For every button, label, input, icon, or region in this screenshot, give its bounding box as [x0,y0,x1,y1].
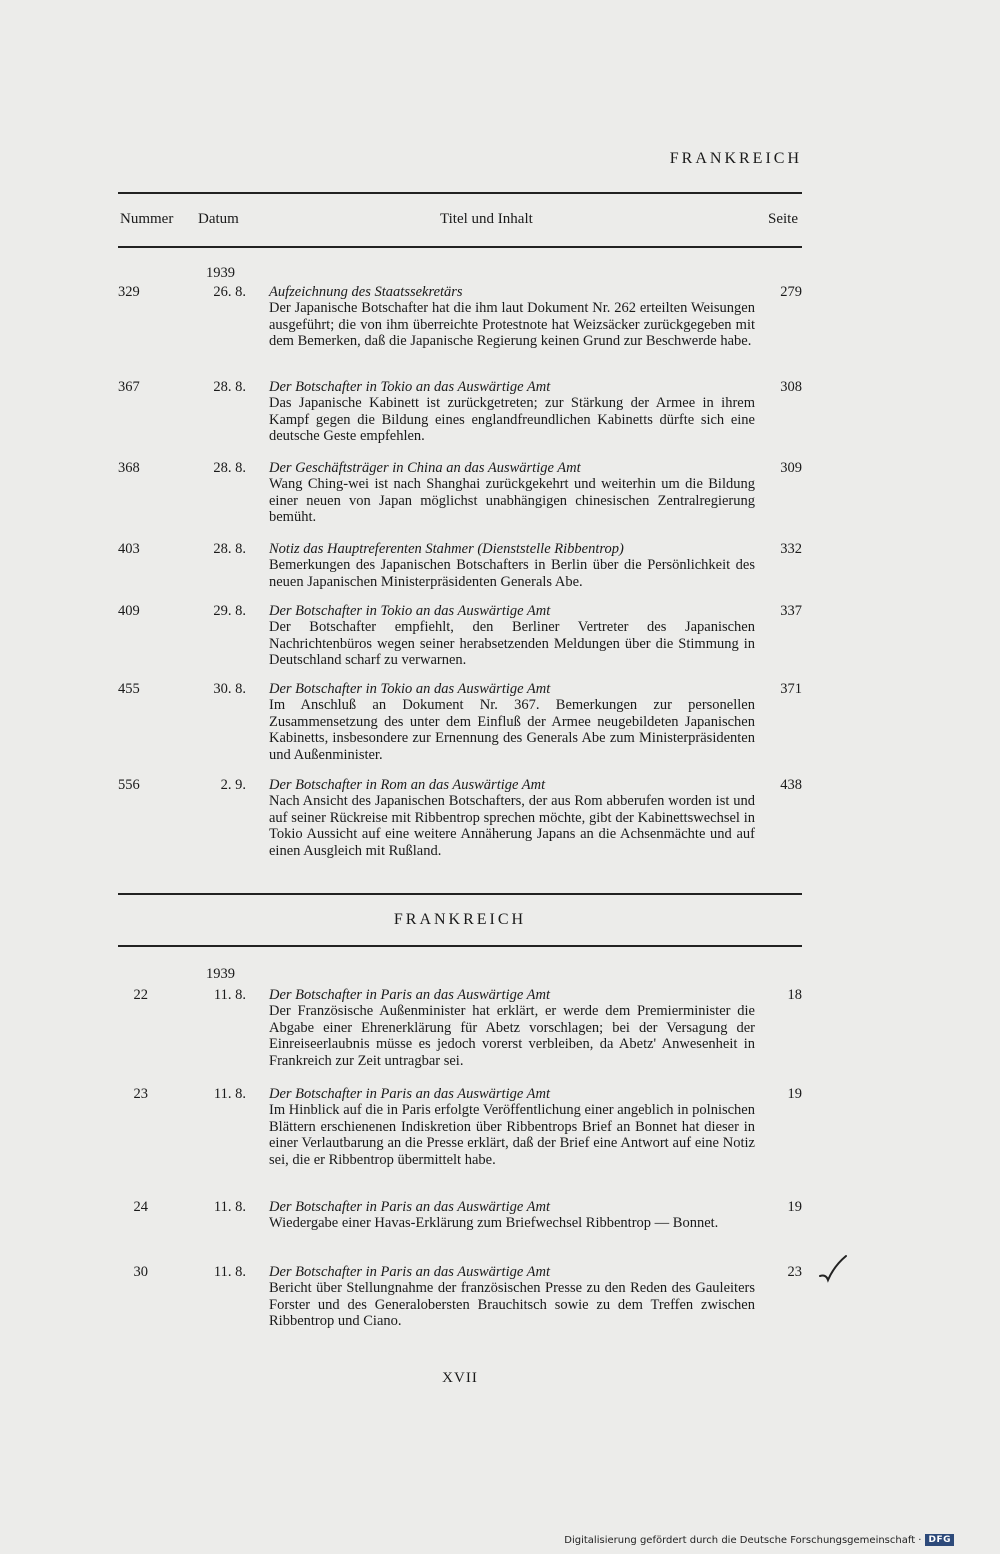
entry-number: 368 [118,460,140,476]
entry-page: 18 [787,987,802,1003]
page-folio: XVII [442,1370,478,1386]
entry-number: 455 [118,681,140,697]
entry-date: 2. 9. [220,777,246,793]
entry-page: 19 [787,1199,802,1215]
year-label: 1939 [206,966,235,982]
running-head: FRANKREICH [669,150,802,167]
section-rule-top [118,893,802,895]
entry-body [269,460,755,526]
entry-text: Der Botschafter empfiehlt, den Berliner Vertreter des Japanischen Nachrichtenbüros wegen seiner herabsetzenden Meldungen über die Stimmung in Deutschland scharf zu verwarnen. [269,619,755,669]
column-header-date: Datum [198,211,239,227]
entry-text: Der Japanische Botschafter hat die ihm laut Dokument Nr. 262 erteilten Weisungen ausgeführt; die von ihm überreichte Protestnote hat Weizsäcker zurückgegeben mit dem Bemerken, daß die Japanische Regierung keinen Grund zur Beschwerde habe. [269,300,755,350]
handwritten-check-mark-icon [818,1254,848,1284]
entry-title: Der Botschafter in Paris an das Auswärtige Amt [269,987,551,1003]
dfg-logo-icon: DFG [925,1534,954,1546]
entry-page: 23 [787,1264,802,1280]
column-header-page: Seite [768,211,798,227]
entry-number: 329 [118,284,140,300]
entry-title: Notiz das Hauptreferenten Stahmer (Dienststelle Ribbentrop) [269,541,624,557]
entry-page: 279 [780,284,802,300]
entry-body [269,777,755,859]
entry-date: 28. 8. [213,541,246,557]
entry-date: 29. 8. [213,603,246,619]
entry-text: Das Japanische Kabinett ist zurückgetreten; zur Stärkung der Armee in ihrem Kampf gegen die Bildung eines englandfreundlichen Kabinetts dürfte sich eine deutsche Geste empfehlen. [269,395,755,445]
entry-date: 26. 8. [213,284,246,300]
entry-body [269,681,755,763]
entry-text: Wiedergabe einer Havas-Erklärung zum Briefwechsel Ribbentrop — Bonnet. [269,1215,719,1232]
footer-text: Digitalisierung gefördert durch die Deutsche Forschungsgemeinschaft · [564,1534,922,1546]
entry-page: 371 [780,681,802,697]
entry-page: 308 [780,379,802,395]
entry-number: 403 [118,541,140,557]
entry-date: 11. 8. [213,1264,246,1280]
entry-page: 438 [780,777,802,793]
entry-text: Nach Ansicht des Japanischen Botschafters, der aus Rom abberufen worden ist und auf seiner Rückreise mit Ribbentrop sprechen möchte, gibt der Kabinettswechsel in Tokio Aussicht auf eine weitere Annäherung Japans an die Achsenmächte und auf einen Ausgleich mit Rußland. [269,793,755,859]
entry-body [269,603,755,669]
year-label: 1939 [206,265,235,281]
entry-number: 367 [118,379,140,395]
entry-number: 22 [133,987,148,1003]
column-header-title: Titel und Inhalt [440,211,533,227]
entry-title: Der Botschafter in Tokio an das Auswärtige Amt [269,379,551,395]
entry-title: Aufzeichnung des Staatssekretärs [269,284,463,300]
header-rule-top [118,192,802,194]
entry-title: Der Geschäftsträger in China an das Auswärtige Amt [269,460,581,476]
entry-body [269,541,755,590]
entry-title: Der Botschafter in Paris an das Auswärtige Amt [269,1264,551,1280]
entry-text: Wang Ching-wei ist nach Shanghai zurückgekehrt und weiterhin um die Bildung einer neuen von Japan möglichst unabhängigen chinesischen Zentralregierung bemüht. [269,476,755,526]
entry-text: Bericht über Stellungnahme der französischen Presse zu den Reden des Gauleiters Forster und des Generalobersten Brauchitsch sowie zu dem Treffen zwischen Ribbentrop und Ciano. [269,1280,755,1330]
entry-body [269,987,755,1069]
entry-page: 309 [780,460,802,476]
entry-text: Der Französische Außenminister hat erklärt, er werde dem Premierminister die Abgabe einer Ehrenerklärung für Abetz vorschlagen; bei der Versagung der Einreiseerlaubnis müsse es jedoch vorerst verbleiben, da Abetz' Anwesenheit in Frankreich zur Zeit untragbar sei. [269,1003,755,1069]
entry-text: Bemerkungen des Japanischen Botschafters in Berlin über die Persönlichkeit des neuen Japanischen Ministerpräsidenten Generals Abe. [269,557,755,590]
digitization-footer [564,1534,954,1546]
entry-title: Der Botschafter in Tokio an das Auswärtige Amt [269,603,551,619]
entry-page: 337 [780,603,802,619]
entry-body [269,1264,755,1330]
entry-number: 556 [118,777,140,793]
entry-text: Im Anschluß an Dokument Nr. 367. Bemerkungen zur personellen Zusammensetzung des unter dem Einfluß der Armee neugebildeten Japanischen Kabinetts, insbesondere zur Ernennung des Generals Abe zum Ministerpräsidenten und Außenminister. [269,697,755,763]
entry-body [269,284,755,350]
section-heading: FRANKREICH [393,911,527,928]
entry-body [269,379,755,445]
entry-date: 11. 8. [213,1086,246,1102]
column-header-number: Nummer [120,211,174,227]
entry-body [269,1199,755,1232]
entry-date: 11. 8. [213,1199,246,1215]
entry-title: Der Botschafter in Rom an das Auswärtige Amt [269,777,546,793]
entry-body [269,1086,755,1168]
entry-number: 30 [133,1264,148,1280]
entry-date: 30. 8. [213,681,246,697]
entry-date: 28. 8. [213,379,246,395]
entry-title: Der Botschafter in Paris an das Auswärtige Amt [269,1086,551,1102]
section-rule-bottom [118,945,802,947]
entry-date: 28. 8. [213,460,246,476]
entry-title: Der Botschafter in Paris an das Auswärtige Amt [269,1199,551,1215]
entry-text: Im Hinblick auf die in Paris erfolgte Veröffentlichung einer angeblich in polnischen Blättern erschienenen Indiskretion über Ribbentrops Brief an Bonnet hat dieser in einer Verlautbarung an die Presse erklärt, daß der Brief eine Antwort auf eine Notiz sei, die er Ribbentrop übermittelt habe. [269,1102,755,1168]
entry-number: 24 [133,1199,148,1215]
entry-number: 409 [118,603,140,619]
entry-number: 23 [133,1086,148,1102]
entry-page: 19 [787,1086,802,1102]
entry-date: 11. 8. [213,987,246,1003]
entry-title: Der Botschafter in Tokio an das Auswärtige Amt [269,681,551,697]
header-rule-bottom [118,246,802,248]
entry-page: 332 [780,541,802,557]
